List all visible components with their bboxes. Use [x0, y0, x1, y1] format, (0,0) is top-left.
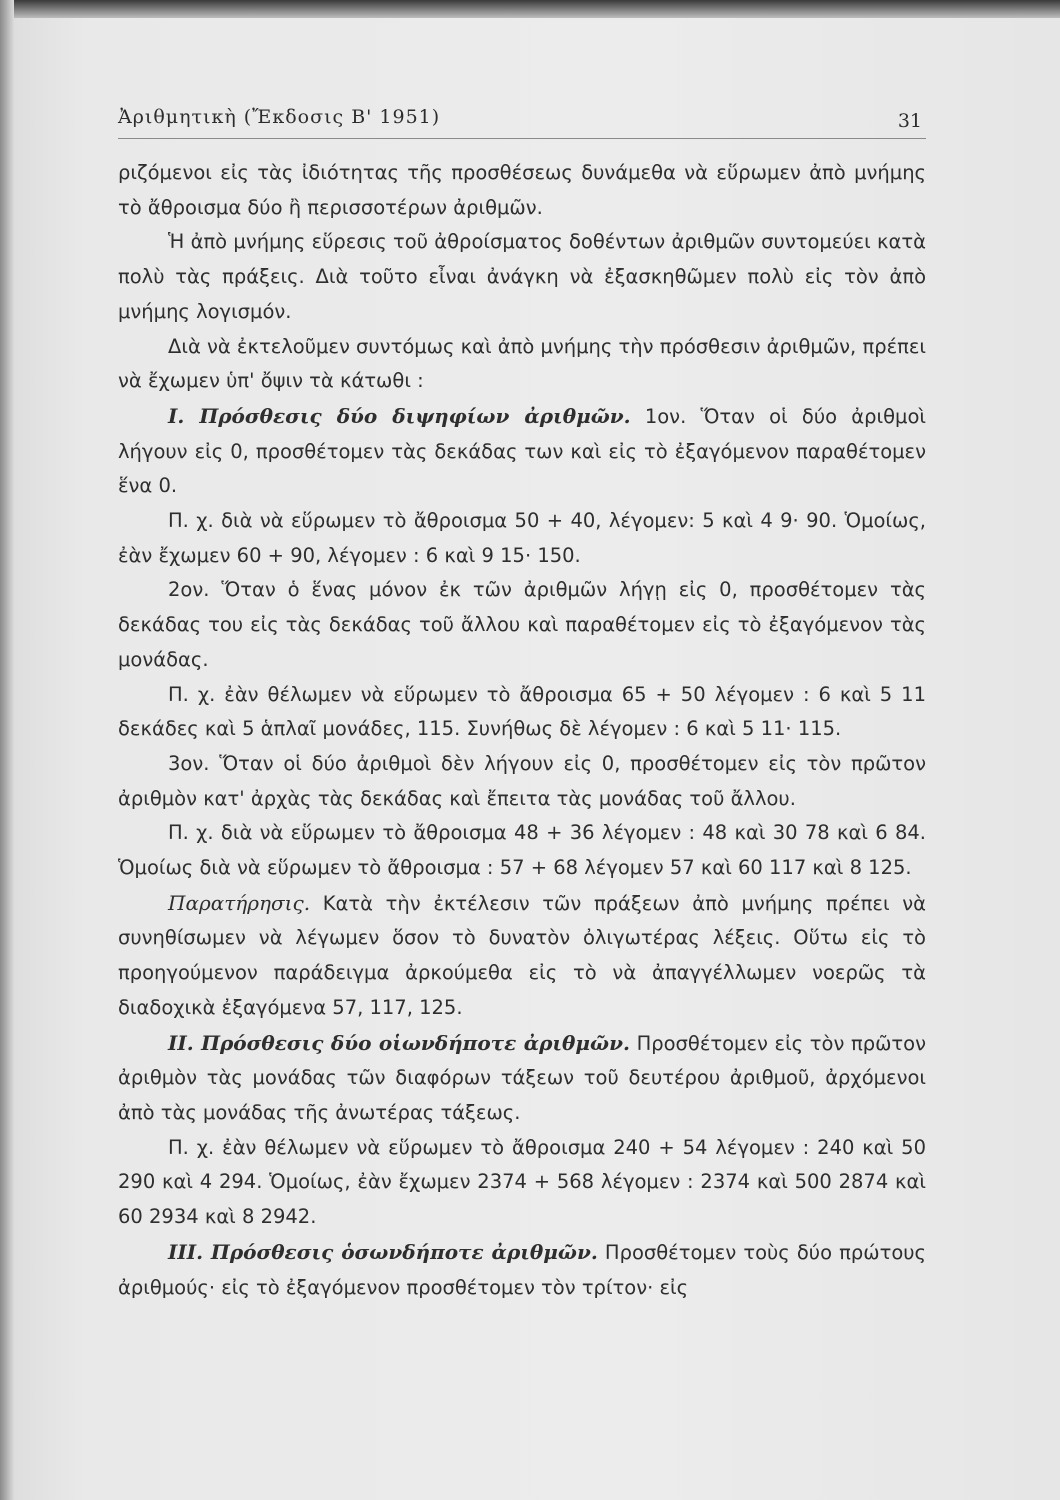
section-paragraph: II. Πρόσθεσις δύο οἱωνδήποτε ἀριθμῶν. Προσθέτομεν εἰς τὸν πρῶτον ἀριθμὸν τὰς μονάδας τῶν διαφόρων τάξεων τοῦ δευτέρου ἀριθμοῦ, ἀρχόμενοι ἀπὸ τὰς μονάδας τῆς ἀνωτέρας τάξεως. [118, 1030, 926, 1124]
body-text [118, 156, 926, 1305]
paragraph: 3ον. Ὅταν οἱ δύο ἀριθμοὶ δὲν λήγουν εἰς 0, προσθέτομεν εἰς τὸν πρῶτον ἀριθμὸν κατ' ἀρχὰς τὰς δεκάδας καὶ ἔπειτα τὰς μονάδας τοῦ ἄλλου. [118, 751, 926, 810]
example-paragraph: Π. χ. διὰ νὰ εὕρωμεν τὸ ἄθροισμα 48 + 36 λέγομεν : 48 καὶ 30 78 καὶ 6 84. Ὁμοίως διὰ νὰ εὕρωμεν τὸ ἄθροισμα : 57 + 68 λέγομεν 57 καὶ 60 117 καὶ 8 125. [118, 821, 926, 880]
section-heading: I. Πρόσθεσις δύο διψηφίων ἀριθμῶν. [168, 403, 631, 428]
section-heading: II. Πρόσθεσις δύο οἱωνδήποτε ἀριθμῶν. [168, 1030, 630, 1055]
section-paragraph: III. Πρόσθεσις ὁσωνδήποτε ἀριθμῶν. Προσθέτομεν τοὺς δύο πρώτους ἀριθμούς· εἰς τὸ ἐξαγόμενον προσθέτομεν τὸν τρίτον· εἰς [118, 1239, 926, 1299]
paragraph: Ἡ ἀπὸ μνήμης εὕρεσις τοῦ ἀθροίσματος δοθέντων ἀριθμῶν συντομεύει κατὰ πολὺ τὰς πράξεις. Διὰ τοῦτο εἶναι ἀνάγκη νὰ ἐξασκηθῶμεν πολὺ εἰς τὸν ἀπὸ μνήμης λογισμόν. [118, 230, 926, 323]
example-paragraph: Π. χ. ἐὰν θέλωμεν νὰ εὕρωμεν τὸ ἄθροισμα 65 + 50 λέγομεν : 6 καὶ 5 11 δεκάδες καὶ 5 ἁπλαῖ μονάδες, 115. Συνήθως δὲ λέγομεν : 6 καὶ 5 11· 115. [118, 682, 926, 741]
running-head: Ἀριθμητικὴ (Ἔκδοσις Β' 1951) [118, 106, 441, 128]
remark-heading: Παρατήρησις. [168, 890, 311, 915]
paragraph: ριζόμενοι εἰς τὰς ἰδιότητας τῆς προσθέσεως δυνάμεθα νὰ εὕρωμεν ἀπὸ μνήμης τὸ ἄθροισμα δύο ἢ περισσοτέρων ἀριθμῶν. [118, 161, 926, 219]
page-header [118, 104, 926, 139]
paragraph: Διὰ νὰ ἐκτελοῦμεν συντόμως καὶ ἀπὸ μνήμης τὴν πρόσθεσιν ἀριθμῶν, πρέπει νὰ ἔχωμεν ὑπ' ὄψιν τὰ κάτωθι : [118, 334, 926, 393]
example-paragraph: Π. χ. διὰ νὰ εὕρωμεν τὸ ἄθροισμα 50 + 40, λέγομεν: 5 καὶ 4 9· 90. Ὁμοίως, ἐὰν ἔχωμεν 60 + 90, λέγομεν : 6 καὶ 9 15· 150. [118, 509, 926, 567]
section-heading: III. Πρόσθεσις ὁσωνδήποτε ἀριθμῶν. [168, 1239, 598, 1264]
remark-paragraph: Παρατήρησις. Κατὰ τὴν ἐκτέλεσιν τῶν πράξεων ἀπὸ μνήμης πρέπει νὰ συνηθίσωμεν νὰ λέγωμεν ὅσον τὸ δυνατὸν ὀλιγωτέρας λέξεις. Οὕτω εἰς τὸ προηγούμενον παράδειγμα ἀρκούμεθα εἰς τὸ νὰ ἀπαγγέλλωμεν νοερῶς τὰ διαδοχικὰ ἐξαγόμενα 57, 117, 125. [118, 890, 926, 1019]
example-paragraph: Π. χ. ἐὰν θέλωμεν νὰ εὕρωμεν τὸ ἄθροισμα 240 + 54 λέγομεν : 240 καὶ 50 290 καὶ 4 294. Ὁμοίως, ἐὰν ἔχωμεν 2374 + 568 λέγομεν : 2374 καὶ 500 2874 καὶ 60 2934 καὶ 8 2942. [118, 1135, 926, 1229]
section-paragraph: I. Πρόσθεσις δύο διψηφίων ἀριθμῶν. 1ον. Ὅταν οἱ δύο ἀριθμοὶ λήγουν εἰς 0, προσθέτομεν τὰς δεκάδας των καὶ εἰς τὸ ἐξαγόμενον παραθέτομεν ἕνα 0. [118, 403, 926, 498]
page-number: 31 [897, 110, 922, 132]
paragraph: 2ον. Ὅταν ὁ ἕνας μόνον ἐκ τῶν ἀριθμῶν λήγῃ εἰς 0, προσθέτομεν τὰς δεκάδας του εἰς τὰς δεκάδας τοῦ ἄλλου καὶ παραθέτομεν εἰς τὸ ἐξαγόμενον τὰς μονάδας. [118, 578, 926, 671]
